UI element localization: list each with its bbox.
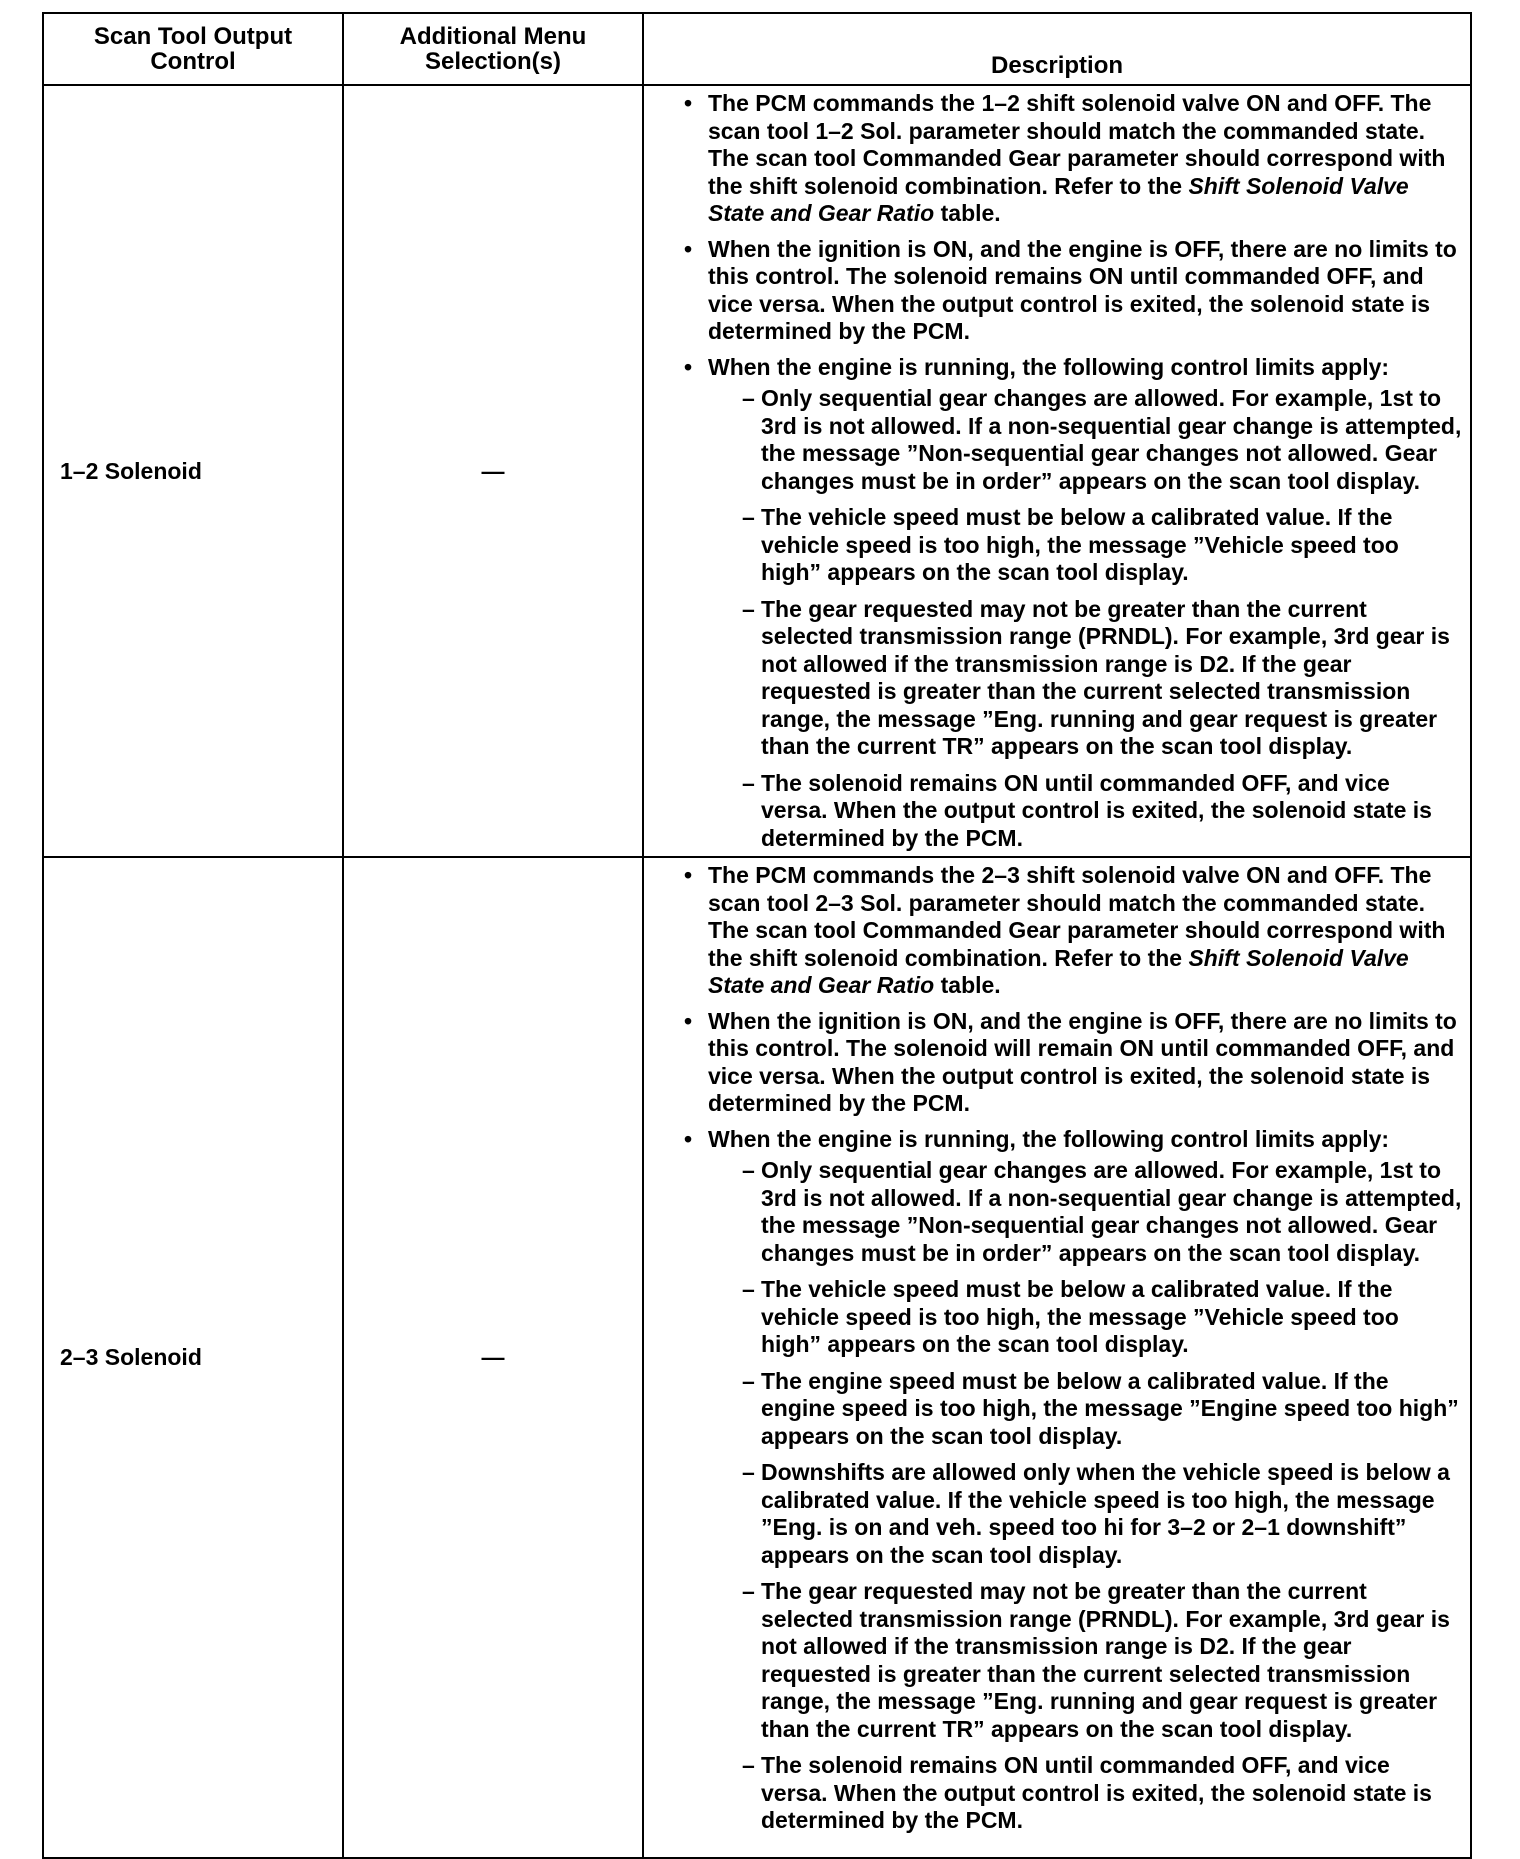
bullet-item: • When the engine is running, the following control limits apply: – Only sequential gear changes are allowed. For example, 1st to 3rd is not allowed. If a non-sequential gear change is attempted, the message ”Non-sequential gear changes not allowed. Gear changes must be in order” appears on the scan tool display. – The vehicle speed must be below a calibrated value. If the vehicle speed is too high, the message ”Vehicle speed too high” appears on the scan tool display. – The gear requested may not be greater than the current selected transmission range (PRNDL). For example, 3rd gear is not allowed if the transmission range is D2. If the gear requested is greater than the current selected transmission range, the message ”Eng. running and gear request is greater than the current TR” appears on the scan tool display. – The solenoid remains ON until commanded OFF, and vice versa. When the output control is exited, the solenoid state is determined by the PCM. bbox=[684, 354, 1462, 853]
header-description: Description bbox=[643, 13, 1471, 85]
table-reference: Shift Solenoid Valve State and Gear Ratio bbox=[708, 172, 1409, 226]
sub-item: – The gear requested may not be greater than the current selected transmission range (PRNDL). For example, 3rd gear is not allowed if the transmission range is D2. If the gear requested is greater than the current selected transmission range, the message ”Eng. running and gear request is greater than the current TR” appears on the scan tool display. bbox=[708, 1578, 1462, 1743]
description-cell bbox=[643, 85, 1471, 857]
control-limits-list bbox=[708, 1157, 1462, 1835]
sub-item: – Downshifts are allowed only when the vehicle speed is below a calibrated value. If the vehicle speed is too high, the message ”Eng. is on and veh. speed too hi for 3–2 or 2–1 downshift” appears on the scan tool display. bbox=[708, 1459, 1462, 1569]
description-cell bbox=[643, 857, 1471, 1858]
sub-item: – Only sequential gear changes are allowed. For example, 1st to 3rd is not allowed. If a non-sequential gear change is attempted, the message ”Non-sequential gear changes not allowed. Gear changes must be in order” appears on the scan tool display. bbox=[708, 1157, 1462, 1267]
sub-item: – The gear requested may not be greater than the current selected transmission range (PRNDL). For example, 3rd gear is not allowed if the transmission range is D2. If the gear requested is greater than the current selected transmission range, the message ”Eng. running and gear request is greater than the current TR” appears on the scan tool display. bbox=[708, 596, 1462, 761]
control-limits-list bbox=[708, 385, 1462, 852]
sub-item: – The solenoid remains ON until commanded OFF, and vice versa. When the output control is exited, the solenoid state is determined by the PCM. bbox=[708, 1752, 1462, 1835]
sub-item: – The vehicle speed must be below a calibrated value. If the vehicle speed is too high, the message ”Vehicle speed too high” appears on the scan tool display. bbox=[708, 504, 1462, 587]
output-control-table bbox=[42, 12, 1472, 1859]
bullet-item: • The PCM commands the 1–2 shift solenoid valve ON and OFF. The scan tool 1–2 Sol. parameter should match the commanded state. The scan tool Commanded Gear parameter should correspond with the shift solenoid combination. Refer to the Shift Solenoid Valve State and Gear Ratio table. bbox=[684, 90, 1462, 228]
table-reference: Shift Solenoid Valve State and Gear Ratio bbox=[708, 944, 1409, 998]
sub-item: – Only sequential gear changes are allowed. For example, 1st to 3rd is not allowed. If a non-sequential gear change is attempted, the message ”Non-sequential gear changes not allowed. Gear changes must be in order” appears on the scan tool display. bbox=[708, 385, 1462, 495]
sub-item: – The solenoid remains ON until commanded OFF, and vice versa. When the output control is exited, the solenoid state is determined by the PCM. bbox=[708, 770, 1462, 853]
menu-selection-cell: — bbox=[343, 85, 643, 857]
table-row bbox=[43, 85, 1471, 857]
header-scan-tool-output-control: Scan Tool Output Control bbox=[43, 13, 343, 85]
bullet-item: • The PCM commands the 2–3 shift solenoid valve ON and OFF. The scan tool 2–3 Sol. parameter should match the commanded state. The scan tool Commanded Gear parameter should correspond with the shift solenoid combination. Refer to the Shift Solenoid Valve State and Gear Ratio table. bbox=[684, 862, 1462, 1000]
bullet-item: • When the ignition is ON, and the engine is OFF, there are no limits to this control. The solenoid will remain ON until commanded OFF, and vice versa. When the output control is exited, the solenoid state is determined by the PCM. bbox=[684, 1008, 1462, 1118]
menu-selection-cell: — bbox=[343, 857, 643, 1858]
bullet-item: • When the ignition is ON, and the engine is OFF, there are no limits to this control. The solenoid remains ON until commanded OFF, and vice versa. When the output control is exited, the solenoid state is determined by the PCM. bbox=[684, 236, 1462, 346]
description-bullets bbox=[684, 862, 1462, 1835]
bullet-item: • When the engine is running, the following control limits apply: – Only sequential gear changes are allowed. For example, 1st to 3rd is not allowed. If a non-sequential gear change is attempted, the message ”Non-sequential gear changes not allowed. Gear changes must be in order” appears on the scan tool display. – The vehicle speed must be below a calibrated value. If the vehicle speed is too high, the message ”Vehicle speed too high” appears on the scan tool display. – The engine speed must be below a calibrated value. If the engine speed is too high, the message ”Engine speed too high” appears on the scan tool display. – Downshifts are allowed only when the vehicle speed is below a calibrated value. If the vehicle speed is too high, the message ”Eng. is on and veh. speed too hi for 3–2 or 2–1 downshift” appears on the scan tool display. – The gear requested may not be greater than the current selected transmission range (PRNDL). For example, 3rd gear is not allowed if the transmission range is D2. If the gear requested is greater than the current selected transmission range, the message ”Eng. running and gear request is greater than the current TR” appears on the scan tool display. – The solenoid remains ON until commanded OFF, and vice versa. When the output control is exited, the solenoid state is determined by the PCM. bbox=[684, 1126, 1462, 1835]
table-header-row bbox=[43, 13, 1471, 85]
sub-item: – The engine speed must be below a calibrated value. If the engine speed is too high, the message ”Engine speed too high” appears on the scan tool display. bbox=[708, 1368, 1462, 1451]
description-bullets bbox=[684, 90, 1462, 852]
table-row bbox=[43, 857, 1471, 1858]
output-control-cell: 1–2 Solenoid bbox=[43, 85, 343, 857]
output-control-cell: 2–3 Solenoid bbox=[43, 857, 343, 1858]
header-additional-menu-selections: Additional Menu Selection(s) bbox=[343, 13, 643, 85]
document-page bbox=[42, 12, 1470, 1859]
sub-item: – The vehicle speed must be below a calibrated value. If the vehicle speed is too high, the message ”Vehicle speed too high” appears on the scan tool display. bbox=[708, 1276, 1462, 1359]
